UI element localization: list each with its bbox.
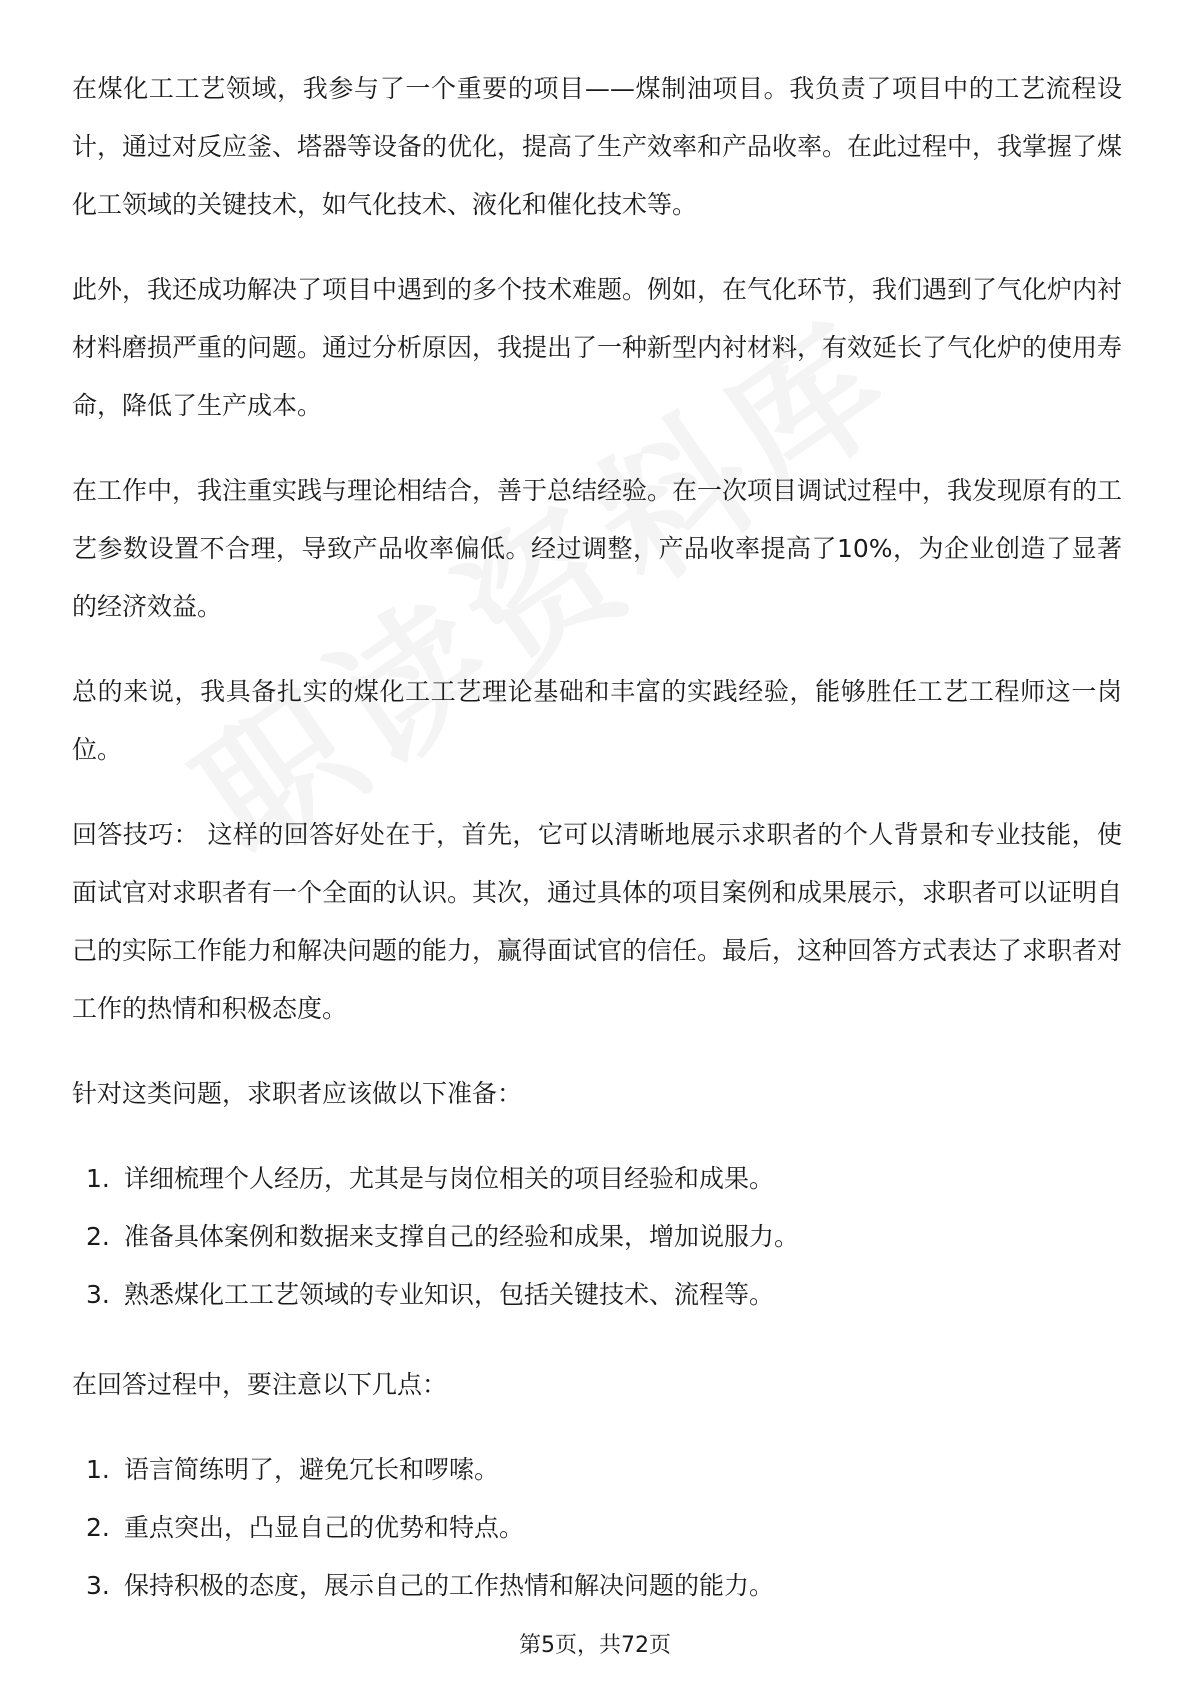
- prep-list: [72, 1150, 1122, 1324]
- paragraph-project: 在煤化工工艺领域，我参与了一个重要的项目——煤制油项目。我负责了项目中的工艺流程设计，通过对反应釜、塔器等设备的优化，提高了生产效率和产品收率。在此过程中，我掌握了煤化工领域的关键技术，如气化技术、液化和催化技术等。: [72, 74, 1123, 219]
- list-number: 2.: [86, 1222, 110, 1251]
- list-text: 准备具体案例和数据来支撑自己的经验和成果，增加说服力。: [124, 1222, 800, 1251]
- list-item: [72, 1266, 1122, 1324]
- paragraph-answer-tips: 回答技巧： 这样的回答好处在于，首先，它可以清晰地展示求职者的个人背景和专业技能，使面试官对求职者有一个全面的认识。其次，通过具体的项目案例和成果展示，求职者可以证明自己的实际工作能力和解决问题的能力，赢得面试官的信任。最后，这种回答方式表达了求职者对工作的热情和积极态度。: [72, 820, 1123, 1023]
- list-text: 语言简练明了，避免冗长和啰嗦。: [124, 1455, 500, 1484]
- notes-list: [72, 1441, 1122, 1615]
- paragraph-summary: 总的来说，我具备扎实的煤化工工艺理论基础和丰富的实践经验，能够胜任工艺工程师这一岗位。: [72, 677, 1122, 764]
- list-number: 1.: [86, 1455, 110, 1484]
- document-body: [72, 60, 1122, 1647]
- list-item: [72, 1499, 1122, 1557]
- list-text: 重点突出，凸显自己的优势和特点。: [124, 1513, 525, 1542]
- page-number: 第5页，共72页: [519, 1633, 671, 1658]
- paragraph-practice: 在工作中，我注重实践与理论相结合，善于总结经验。在一次项目调试过程中，我发现原有的工艺参数设置不合理，导致产品收率偏低。经过调整，产品收率提高了10%，为企业创造了显著的经济效益。: [72, 476, 1123, 621]
- list-item: [72, 1150, 1122, 1208]
- list-text: 熟悉煤化工工艺领域的专业知识，包括关键技术、流程等。: [124, 1280, 775, 1309]
- list-item: [72, 1557, 1122, 1615]
- list-text: 详细梳理个人经历，尤其是与岗位相关的项目经验和成果。: [124, 1164, 775, 1193]
- prep-intro: 针对这类问题，求职者应该做以下准备：: [72, 1079, 523, 1108]
- list-number: 3.: [86, 1280, 110, 1309]
- list-item: [72, 1208, 1122, 1266]
- list-item: [72, 1441, 1122, 1499]
- list-number: 3.: [86, 1571, 110, 1600]
- list-number: 2.: [86, 1513, 110, 1542]
- paragraph-problem-solving: 此外，我还成功解决了项目中遇到的多个技术难题。例如，在气化环节，我们遇到了气化炉内衬材料磨损严重的问题。通过分析原因，我提出了一种新型内衬材料，有效延长了气化炉的使用寿命，降低了生产成本。: [72, 275, 1123, 420]
- list-text: 保持积极的态度，展示自己的工作热情和解决问题的能力。: [124, 1571, 775, 1600]
- list-number: 1.: [86, 1164, 110, 1193]
- notes-intro: 在回答过程中，要注意以下几点：: [72, 1370, 448, 1399]
